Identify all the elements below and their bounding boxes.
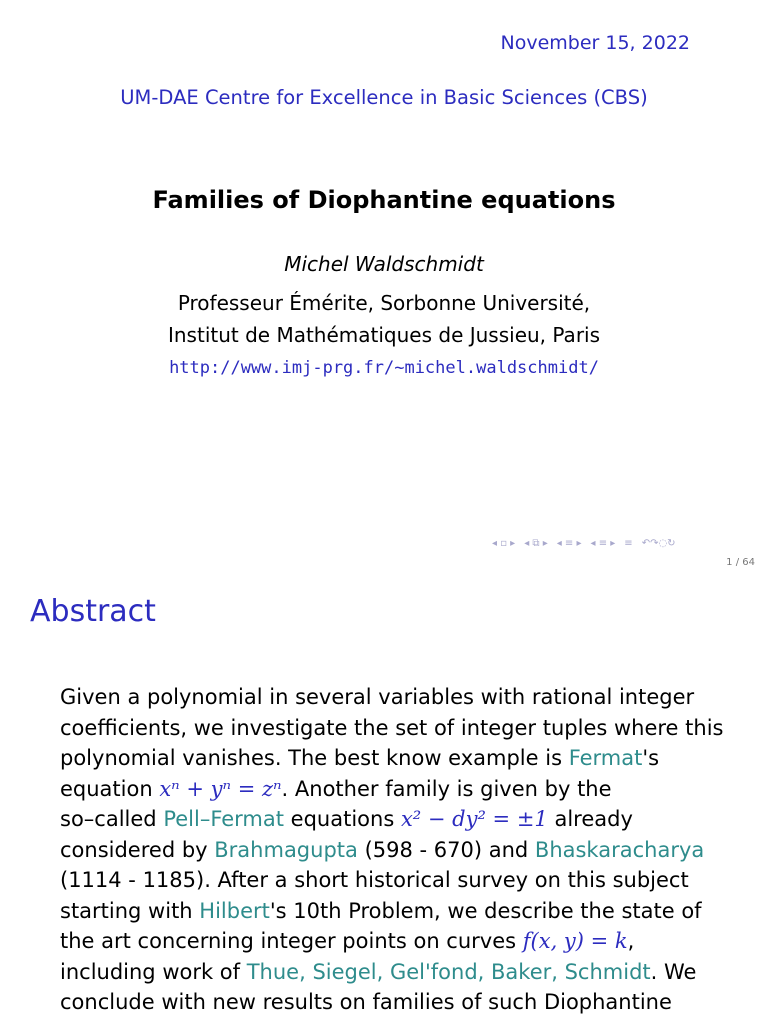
abstract-line: considered by Brahmagupta (598 - 670) and Bhaskaracharya [60, 837, 705, 862]
mathematicians-link[interactable]: Thue, Siegel, Gel'fond, Baker, Schmidt [246, 959, 651, 984]
abstract-line: so–called Pell–Fermat equations x² − dy² = ±1 already [60, 807, 633, 831]
abstract-line: including work of Thue, Siegel, Gel'fond, Baker, Schmidt. We [60, 959, 697, 984]
abstract-line: Given a polynomial in several variables with rational integer [60, 685, 695, 709]
affiliation-line-2: Institut de Mathématiques de Jussieu, Paris [167, 323, 601, 347]
fermat-equation: xⁿ + yⁿ = zⁿ [159, 776, 282, 801]
nav-first-icon[interactable]: ◂ ▫ ▸ [492, 538, 516, 549]
presentation-title: Families of Diophantine equations [152, 186, 616, 214]
institute-name: UM-DAE Centre for Excellence in Basic Sciences (CBS) [120, 86, 648, 109]
affiliation-line-1: Professeur Émérite, Sorbonne Université, [177, 291, 591, 315]
abstract-line: conclude with new results on families of such Diophantine [60, 990, 672, 1014]
pell-fermat-link[interactable]: Pell–Fermat [163, 807, 284, 831]
author-name: Michel Waldschmidt [284, 252, 484, 276]
abstract-slide [0, 576, 768, 1024]
nav-prev-frame-icon[interactable]: ◂ ⧉ ▸ [524, 538, 548, 549]
nav-prev-subsection-icon[interactable]: ◂ ≡ ▸ [590, 538, 616, 549]
abstract-line: equation xⁿ + yⁿ = zⁿ. Another family is given by the [60, 776, 612, 801]
page-number: 1 / 64 [726, 557, 755, 568]
author-homepage-link[interactable]: http://www.imj-prg.fr/~michel.waldschmidt/ [169, 358, 599, 378]
abstract-line: starting with Hilbert's 10th Problem, we describe the state of [60, 898, 702, 923]
presentation-date: November 15, 2022 [500, 32, 690, 54]
pell-equation: x² − dy² = ±1 [400, 807, 548, 831]
abstract-line: coefficients, we investigate the set of integer tuples where this [60, 715, 724, 740]
abstract-line: the art concerning integer points on curves f(x, y) = k, [60, 929, 635, 953]
nav-align-icon[interactable]: ≡ [624, 538, 633, 549]
bhaskaracharya-link[interactable]: Bhaskaracharya [534, 837, 705, 862]
beamer-navigation-bar [492, 538, 676, 549]
abstract-line: (1114 - 1185). After a short historical survey on this subject [60, 868, 689, 892]
brahmagupta-link[interactable]: Brahmagupta [214, 837, 358, 862]
nav-search-icon[interactable]: ↶↷◌↻ [641, 538, 676, 549]
fermat-link[interactable]: Fermat [568, 746, 643, 770]
abstract-body [60, 682, 724, 1018]
curve-equation: f(x, y) = k [522, 929, 628, 953]
hilbert-link[interactable]: Hilbert [199, 898, 270, 923]
abstract-heading: Abstract [30, 594, 156, 629]
nav-prev-section-icon[interactable]: ◂ ≡ ▸ [556, 538, 582, 549]
abstract-line: polynomial vanishes. The best know example is Fermat's [60, 746, 660, 770]
